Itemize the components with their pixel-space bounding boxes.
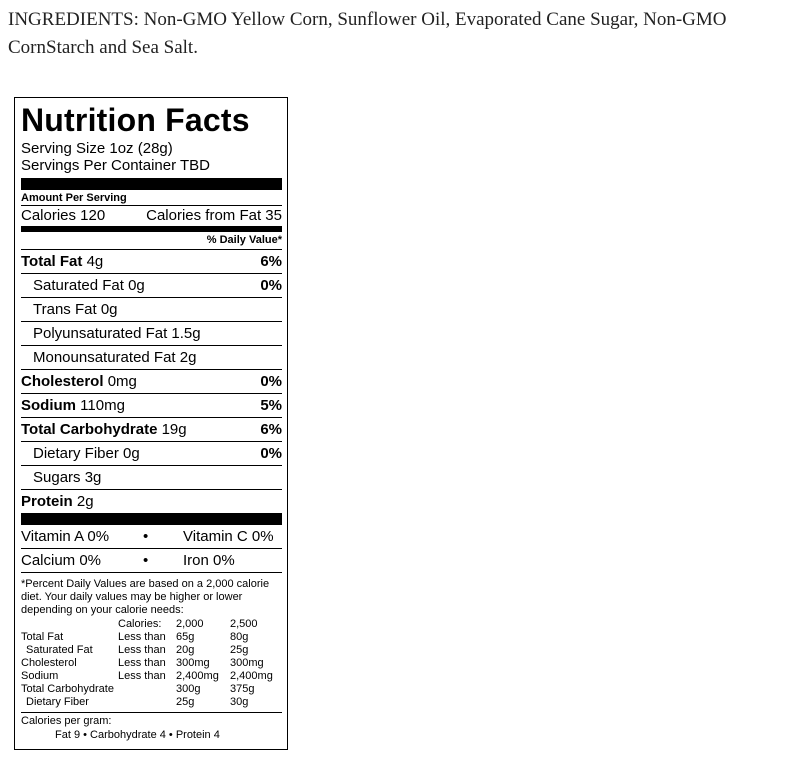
- nutrient-row-sugars: [21, 465, 282, 489]
- bullet-separator: •: [143, 528, 149, 545]
- nutrient-amount: 0mg: [107, 373, 137, 390]
- footnote-cell: Sodium: [21, 670, 59, 682]
- nutrient-name: Total Carbohydrate: [21, 421, 158, 438]
- footnote-cell: 2,000: [176, 618, 204, 630]
- footnote-cell: Saturated Fat: [26, 644, 93, 656]
- footnote-row: [21, 683, 282, 696]
- nutrient-amount: 1.5g: [171, 325, 201, 342]
- nutrient-name: Polyunsaturated Fat: [33, 325, 168, 342]
- calories-value: Calories 120: [21, 207, 106, 224]
- nutrient-amount: 2g: [179, 349, 197, 366]
- footnote-cell: 300mg: [176, 657, 210, 669]
- calories-per-gram-values: Fat 9 • Carbohydrate 4 • Protein 4: [55, 729, 220, 741]
- thick-divider: [21, 178, 282, 190]
- nutrient-amount: 0g: [128, 277, 145, 294]
- ingredients-text: INGREDIENTS: Non-GMO Yellow Corn, Sunflower Oil, Evaporated Cane Sugar, Non-GMO CornStarch and Sea Salt.: [8, 9, 727, 58]
- nutrient-row-trans-fat: [21, 297, 282, 321]
- thick-divider: [21, 513, 282, 525]
- footnote-cell: 375g: [230, 683, 255, 695]
- label-title: Nutrition Facts: [21, 102, 250, 138]
- nutrient-amount: 0g: [123, 445, 140, 462]
- calories-from-fat: Calories from Fat 35: [146, 207, 282, 224]
- nutrient-row-sodium: [21, 393, 282, 417]
- footnote-cell: Less than: [118, 644, 166, 656]
- footnote-cell: Less than: [118, 657, 166, 669]
- footnote-cell: Cholesterol: [21, 657, 77, 669]
- footnote-cell: [21, 618, 118, 631]
- footnote-row: [21, 696, 282, 709]
- footnote: [21, 572, 282, 742]
- footnote-row: [21, 644, 282, 657]
- vitamin-a: Vitamin A 0%: [21, 528, 110, 545]
- bullet-separator: •: [143, 552, 149, 569]
- nutrient-dv: 0%: [260, 373, 282, 390]
- footnote-table: [21, 618, 282, 709]
- nutrient-row-polyunsaturated-fat: [21, 321, 282, 345]
- footnote-cell: [118, 683, 176, 696]
- nutrient-name: Protein: [21, 493, 73, 510]
- footnote-cell: 20g: [176, 644, 195, 656]
- footnote-cell: 25g: [230, 644, 249, 656]
- nutrient-name: Dietary Fiber: [33, 445, 119, 462]
- calories-row: [21, 205, 282, 226]
- daily-value-header: % Daily Value*: [206, 234, 282, 246]
- nutrient-dv: 6%: [260, 421, 282, 438]
- nutrient-dv: 5%: [260, 397, 282, 414]
- nutrient-name: Sugars: [33, 469, 81, 486]
- nutrient-amount: 3g: [84, 469, 102, 486]
- nutrient-dv: 0%: [260, 277, 282, 294]
- amount-per-serving: Amount Per Serving: [21, 192, 127, 204]
- footnote-cell: 30g: [230, 696, 249, 708]
- nutrient-name: Monounsaturated Fat: [33, 349, 176, 366]
- vitamin-row: [21, 525, 282, 548]
- nutrient-name: Trans Fat: [33, 301, 97, 318]
- servings-per-container: Servings Per Container TBD: [21, 157, 210, 174]
- nutrient-name: Cholesterol: [21, 373, 104, 390]
- footnote-cell: Total Carbohydrate: [21, 683, 114, 695]
- nutrient-row-protein: [21, 489, 282, 513]
- footnote-text: *Percent Daily Values are based on a 2,000 calorie diet. Your daily values may be higher or lower depending on your calorie needs:: [21, 578, 270, 616]
- nutrient-amount: 19g: [161, 421, 187, 438]
- footnote-cell: 300g: [176, 683, 201, 695]
- calcium: Calcium 0%: [21, 552, 102, 569]
- footnote-cell: 2,400mg: [230, 670, 273, 682]
- nutrient-amount: 2g: [76, 493, 94, 510]
- footnote-cell: [118, 696, 176, 709]
- footnote-cell: 300mg: [230, 657, 264, 669]
- footnote-row: [21, 631, 282, 644]
- footnote-cell: Total Fat: [21, 631, 64, 643]
- nutrient-name: Saturated Fat: [33, 277, 124, 294]
- nutrient-row-cholesterol: [21, 369, 282, 393]
- vitamin-c: Vitamin C 0%: [183, 528, 274, 545]
- nutrient-amount: 0g: [100, 301, 118, 318]
- nutrient-row-dietary-fiber: [21, 441, 282, 465]
- nutrition-facts-label: [14, 97, 288, 750]
- footnote-cell: Dietary Fiber: [26, 696, 89, 708]
- vitamin-row: [21, 548, 282, 572]
- nutrient-row-total-fat: [21, 249, 282, 273]
- footnote-cell: 65g: [176, 631, 195, 643]
- footnote-header-row: [21, 618, 282, 631]
- nutrient-name: Total Fat: [21, 253, 83, 270]
- iron: Iron 0%: [183, 552, 235, 569]
- footnote-cell: Less than: [118, 670, 166, 682]
- nutrient-dv: 0%: [260, 445, 282, 462]
- nutrient-amount: 110mg: [80, 397, 125, 414]
- footnote-row: [21, 670, 282, 683]
- footnote-cell: Less than: [118, 631, 166, 643]
- nutrient-name: Sodium: [21, 397, 76, 414]
- calories-per-gram-label: Calories per gram:: [21, 712, 282, 728]
- nutrient-row-monounsaturated-fat: [21, 345, 282, 369]
- nutrient-dv: 6%: [260, 253, 282, 270]
- footnote-cell: 25g: [176, 696, 195, 708]
- footnote-cell: 2,400mg: [176, 670, 219, 682]
- footnote-cell: Calories:: [118, 618, 162, 630]
- footnote-row: [21, 657, 282, 670]
- nutrient-row-total-carbohydrate: [21, 417, 282, 441]
- nutrient-amount: 4g: [86, 253, 104, 270]
- serving-size: Serving Size 1oz (28g): [21, 140, 173, 157]
- footnote-cell: 80g: [230, 631, 249, 643]
- footnote-cell: 2,500: [230, 618, 258, 630]
- nutrient-row-saturated-fat: [21, 273, 282, 297]
